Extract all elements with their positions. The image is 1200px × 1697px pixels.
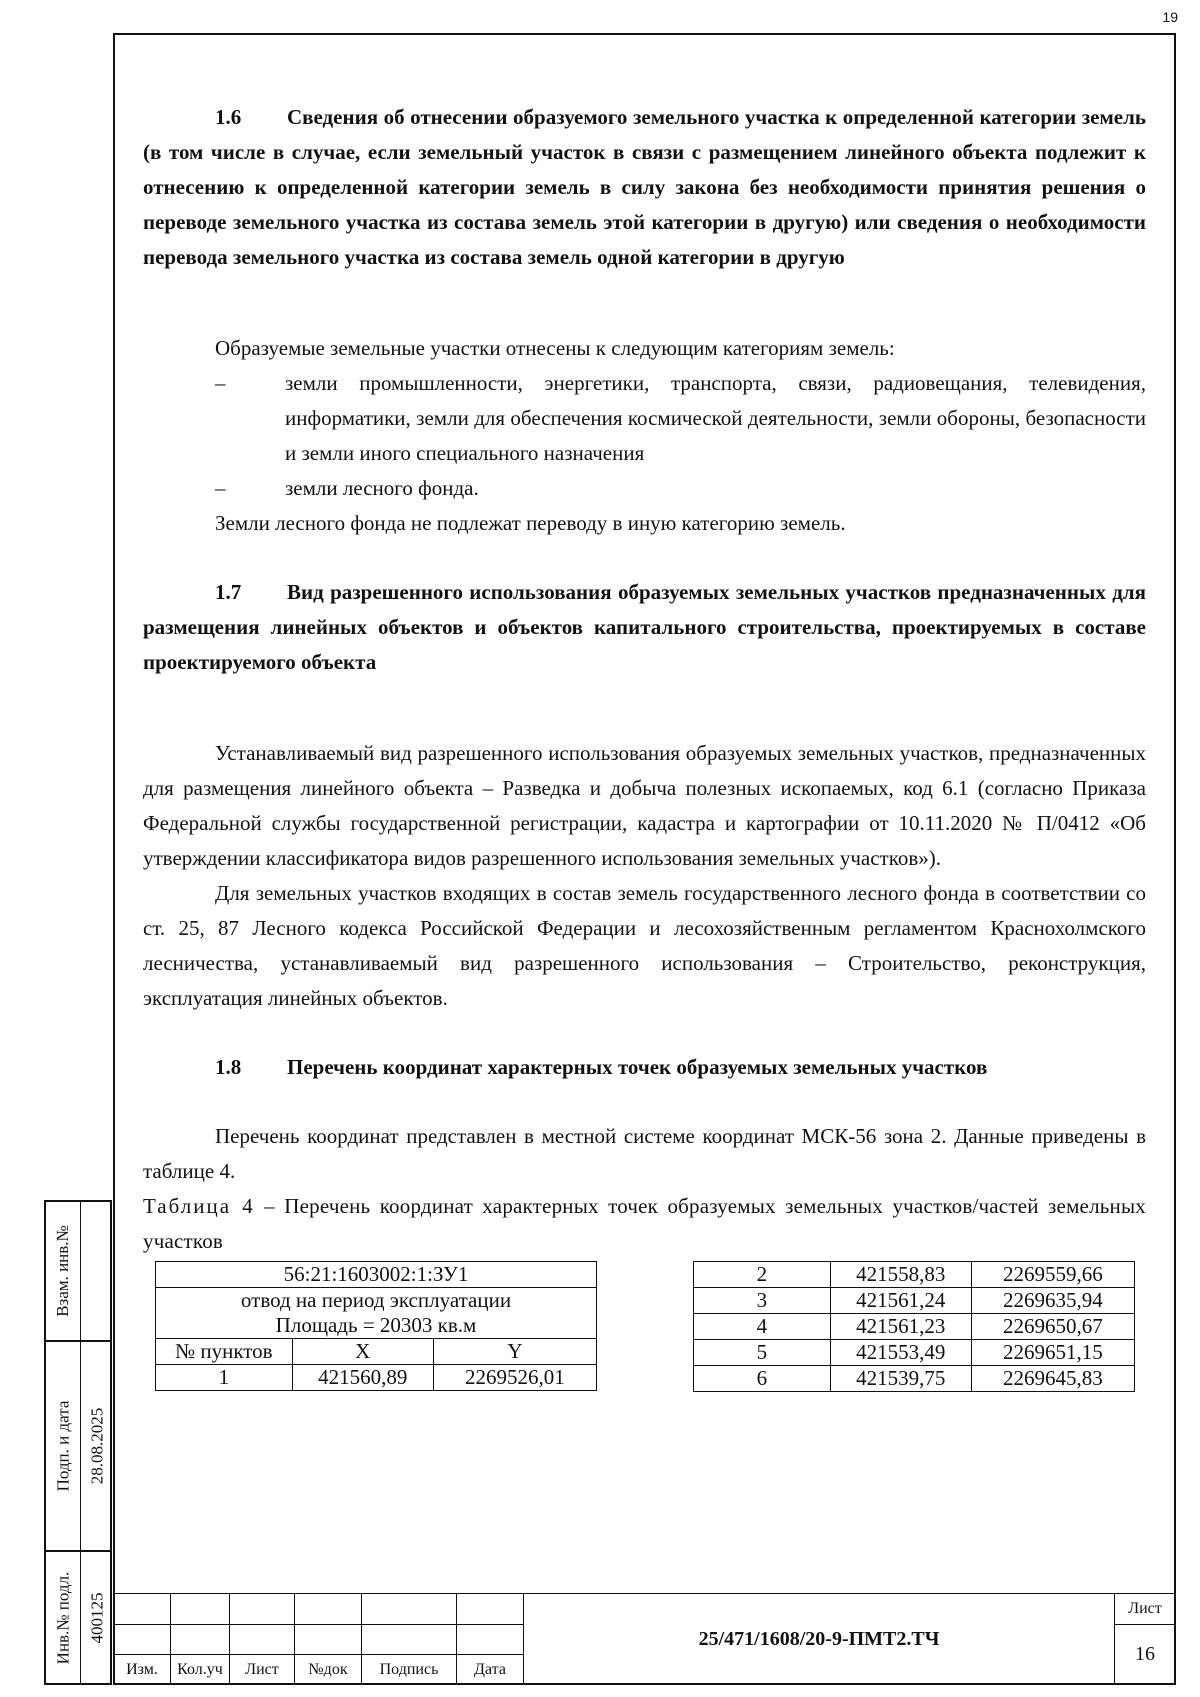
table-caption-label: Таблица 4 <box>143 1194 255 1218</box>
list-dash: – <box>215 371 226 395</box>
page-number: 19 <box>1162 9 1178 25</box>
list-item <box>143 366 1146 471</box>
table-row <box>156 1365 597 1391</box>
table-caption-text: – Перечень координат характерных точек образуемых земельных участков/частей земельных участков <box>143 1194 1146 1253</box>
table-row <box>694 1340 1135 1366</box>
list-item-text: земли промышленности, энергетики, транспорта, связи, радиовещания, телевидения, информатики, земли для обеспечения космической деятельности, земли обороны, безопасности и земли иного специального назначения <box>285 371 1146 465</box>
column-header: № пунктов <box>156 1339 293 1365</box>
plot-number: 56:21:1603002:1:ЗУ1 <box>156 1262 597 1288</box>
column-header: Подпись <box>362 1655 457 1685</box>
coordinates-table-right <box>693 1261 1135 1392</box>
section-title: Вид разрешенного использования образуемых земельных участков предназначенных для размещения линейных объектов и объектов капитального строительства, проектируемых в составе проектируемого объекта <box>143 580 1146 674</box>
side-stamp-label: Инв.№ подл. <box>53 1571 72 1664</box>
coordinates-paragraph: Перечень координат представлен в местной системе координат МСК-56 зона 2. Данные приведены в таблице 4. <box>143 1124 1146 1183</box>
table-cell: 421553,49 <box>830 1340 971 1366</box>
categories-intro: Образуемые земельные участки отнесены к следующим категориям земель: <box>215 336 895 360</box>
side-stamp-inv <box>44 1550 112 1685</box>
plot-area: Площадь = 20303 кв.м <box>156 1313 597 1339</box>
section-1-8-heading <box>143 1050 1146 1085</box>
sheet-label: Лист <box>1115 1594 1176 1625</box>
forest-fund-paragraph: Для земельных участков входящих в состав земель государственного лесного фонда в соответствии со ст. 25, 87 Лесного кодекса Российской Федерации и лесохозяйственным регламентом Краснохолмского лесничества, устанавливаемый вид разрешенного использования – Строительство, реконструкция, эксплуатация линейных объектов. <box>143 881 1146 1010</box>
table-cell: 4 <box>694 1314 831 1340</box>
table-caption <box>143 1189 1146 1259</box>
side-stamp-value: 28.08.2025 <box>87 1407 106 1485</box>
table-cell: 421561,23 <box>830 1314 971 1340</box>
column-header: Изм. <box>114 1655 171 1685</box>
table-header-row <box>156 1339 597 1365</box>
table-row <box>694 1366 1135 1392</box>
column-header: Кол.уч <box>171 1655 230 1685</box>
document-code: 25/471/1608/20-9-ПМТ2.ТЧ <box>524 1594 1115 1685</box>
coordinate-tables <box>143 1261 1146 1401</box>
table-row <box>694 1288 1135 1314</box>
list-item <box>143 471 1146 506</box>
list-dash: – <box>215 476 226 500</box>
table-cell: 2 <box>694 1262 831 1288</box>
table-cell: 2269559,66 <box>971 1262 1134 1288</box>
column-header: №док <box>295 1655 362 1685</box>
table-cell: 5 <box>694 1340 831 1366</box>
table-cell: 2269650,67 <box>971 1314 1134 1340</box>
table-cell: 421560,89 <box>292 1365 433 1391</box>
sheet-number: 16 <box>1115 1625 1176 1685</box>
section-number: 1.6 <box>215 105 242 129</box>
column-header: Y <box>433 1339 596 1365</box>
side-stamp-value: 400125 <box>87 1592 106 1643</box>
table-row <box>694 1262 1135 1288</box>
coordinates-table-left <box>155 1261 597 1391</box>
column-header: X <box>292 1339 433 1365</box>
section-1-6-heading <box>143 100 1146 275</box>
list-item-text: земли лесного фонда. <box>285 476 479 500</box>
side-stamp-podp <box>44 1340 112 1552</box>
plot-purpose: отвод на период эксплуатации <box>156 1288 597 1314</box>
column-header: Дата <box>457 1655 524 1685</box>
section-number: 1.8 <box>215 1055 242 1079</box>
side-stamp-label: Подп. и дата <box>53 1400 73 1492</box>
table-cell: 421561,24 <box>830 1288 971 1314</box>
table-row <box>694 1314 1135 1340</box>
document-body <box>143 100 1146 1401</box>
table-cell: 1 <box>156 1365 293 1391</box>
title-block <box>113 1593 1176 1685</box>
table-cell: 3 <box>694 1288 831 1314</box>
table-cell: 2269635,94 <box>971 1288 1134 1314</box>
section-title: Перечень координат характерных точек образуемых земельных участков <box>287 1055 988 1079</box>
table-cell: 421539,75 <box>830 1366 971 1392</box>
forest-note: Земли лесного фонда не подлежат переводу в иную категорию земель. <box>215 511 846 535</box>
section-title: Сведения об отнесении образуемого земельного участка к определенной категории земель (в том числе в случае, если земельный участок в связи с размещением линейного объекта подлежит к отнесению к определенной категории земель в силу закона без необходимости принятия решения о переводе земельного участка из состава земель этой категории в другую) или сведения о необходимости перевода земельного участка из состава земель одной категории в другую <box>143 105 1146 269</box>
permitted-use-paragraph: Устанавливаемый вид разрешенного использования образуемых земельных участков, предназначенных для размещения линейного объекта – Разведка и добыча полезных ископаемых, код 6.1 (согласно Приказа Федеральной службы государственной регистрации, кадастра и картографии от 10.11.2020 № П/0412 «Об утверждении классификатора видов разрешенного использования земельных участков»). <box>143 741 1146 870</box>
table-cell: 6 <box>694 1366 831 1392</box>
side-stamp-vzam <box>44 1200 112 1342</box>
table-cell: 2269645,83 <box>971 1366 1134 1392</box>
section-number: 1.7 <box>215 580 242 604</box>
column-header: Лист <box>230 1655 295 1685</box>
section-1-7-heading <box>143 575 1146 680</box>
side-stamp-label: Взам. инв.№ <box>53 1225 72 1317</box>
table-cell: 2269651,15 <box>971 1340 1134 1366</box>
table-cell: 2269526,01 <box>433 1365 596 1391</box>
table-cell: 421558,83 <box>830 1262 971 1288</box>
